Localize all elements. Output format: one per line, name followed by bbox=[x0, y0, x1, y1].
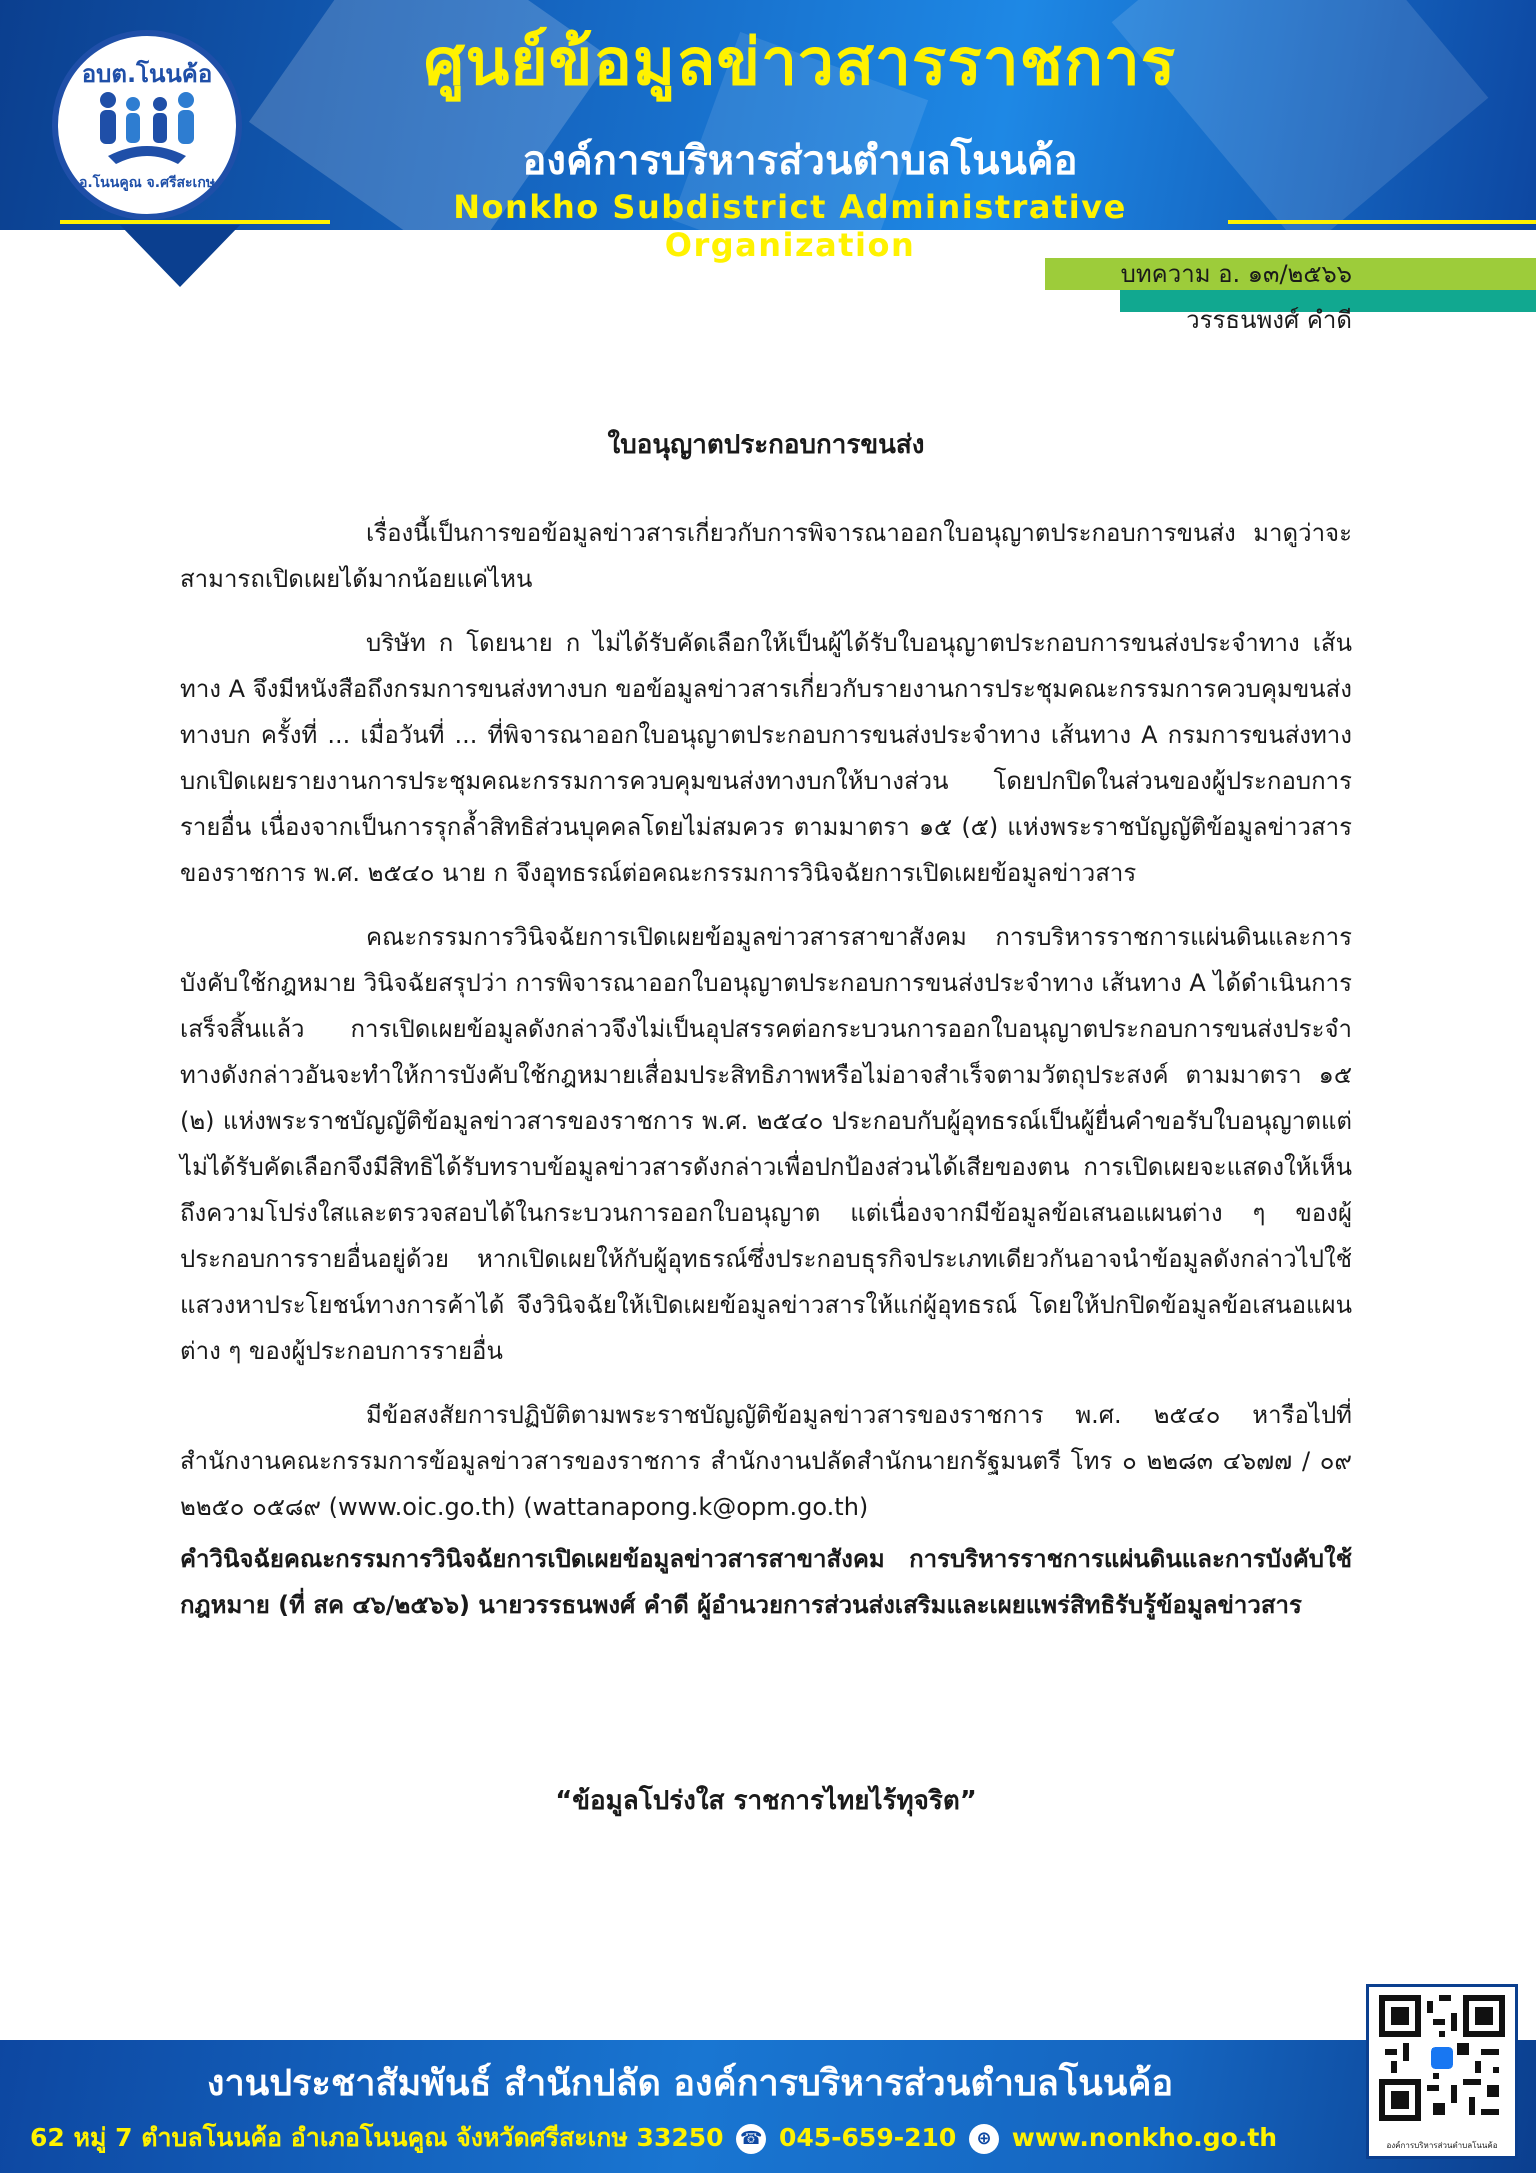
logo-people-icon bbox=[88, 88, 206, 168]
paragraph-decision: คณะกรรมการวินิจฉัยการเปิดเผยข้อมูลข่าวสารสาขาสังคม การบริหารราชการแผ่นดินและการบังคับใช้กฎหมาย วินิจฉัยสรุปว่า การพิจารณาออกใบอนุญาตประกอบการขนส่งประจำทาง เส้นทาง A ได้ดำเนินการเสร็จสิ้นแล้ว การเปิดเผยข้อมูลดังกล่าวจึงไม่เป็นอุปสรรคต่อกระบวนการออกใบอนุญาตประกอบการขนส่งประจำทางดังกล่าวอันจะทำให้การบังคับใช้กฎหมายเสื่อมประสิทธิภาพหรือไม่อาจสำเร็จตามวัตถุประสงค์ ตามมาตรา ๑๕ (๒) แห่งพระราชบัญญัติข้อมูลข่าวสารของราชการ พ.ศ. ๒๕๔๐ ประกอบกับผู้อุทธรณ์เป็นผู้ยื่นคำขอรับใบอนุญาตแต่ไม่ได้รับคัดเลือกจึงมีสิทธิได้รับทราบข้อมูลข่าวสารดังกล่าวเพื่อปกป้องส่วนได้เสียของตน การเปิดเผยจะแสดงให้เห็นถึงความโปร่งใสและตรวจสอบได้ในกระบวนการออกใบอนุญาต แต่เนื่องจากมีข้อมูลข้อเสนอแผนต่าง ๆ ของผู้ประกอบการรายอื่นอยู่ด้วย หากเปิดเผยให้กับผู้อุทธรณ์ซึ่งประกอบธุรกิจประเภทเดียวกันอาจนำข้อมูลดังกล่าวไปใช้แสวงหาประโยชน์ทางการค้าได้ จึงวินิจฉัยให้เปิดเผยข้อมูลข่าวสารให้แก่ผู้อุทธรณ์ โดยให้ปกปิดข้อมูลข้อเสนอแผนต่าง ๆ ของผู้ประกอบการรายอื่น bbox=[180, 923, 1353, 1365]
paragraph-contact: มีข้อสงสัยการปฏิบัติตามพระราชบัญญัติข้อมูลข่าวสารของราชการ พ.ศ. ๒๕๔๐ หารือไปที่สำนักงานคณะกรรมการข้อมูลข่าวสารของราชการ สำนักงานปลัดสำนักนายกรัฐมนตรี โทร ๐ ๒๒๘๓ ๔๖๗๗ / ๐๙ ๒๒๕๐ ๐๕๘๙ (www.oic.go.th) (wattanapong.k@opm.go.th) bbox=[180, 1401, 1352, 1521]
qr-code[interactable] bbox=[1366, 1984, 1518, 2159]
phone-icon: ☎ bbox=[736, 2124, 766, 2154]
logo-top-text: อบต.โนนค้อ bbox=[81, 60, 213, 88]
header-title: ศูนย์ข้อมูลข่าวสารราชการ bbox=[423, 26, 1177, 100]
logo-bottom-text: อ.โนนคูณ จ.ศรีสะเกษ bbox=[78, 175, 216, 191]
header-title-english: Nonkho Subdistrict Administrative Organization bbox=[453, 188, 1127, 264]
organization-logo bbox=[52, 30, 242, 220]
header-subtitle: องค์การบริหารส่วนตำบลโนนค้อ bbox=[522, 138, 1078, 184]
qr-label: องค์การบริหารส่วนตำบลโนนค้อ bbox=[1386, 2141, 1498, 2150]
footer-banner bbox=[0, 2040, 1536, 2173]
header-rule-right bbox=[1228, 220, 1536, 224]
footer-address: 62 หมู่ 7 ตำบลโนนค้อ อำเภอโนนคูณ จังหวัดศรีสะเกษ 33250 bbox=[30, 2123, 724, 2152]
header-point-decoration bbox=[120, 225, 240, 287]
header-rule-left bbox=[60, 220, 330, 224]
slogan: “ข้อมูลโปร่งใส ราชการไทยไร้ทุจริต” bbox=[555, 1786, 977, 1816]
paragraph-conclusion: คำวินิจฉัยคณะกรรมการวินิจฉัยการเปิดเผยข้อมูลข่าวสารสาขาสังคม การบริหารราชการแผ่นดินและการบังคับใช้กฎหมาย (ที่ สค ๔๖/๒๕๖๖) นายวรรธนพงศ์ คำดี ผู้อำนวยการส่วนส่งเสริมและเผยแพร่สิทธิรับรู้ข้อมูลข่าวสาร bbox=[180, 1545, 1352, 1619]
qr-code-pattern bbox=[1379, 1995, 1505, 2121]
document-title: ใบอนุญาตประกอบการขนส่ง bbox=[607, 430, 925, 460]
article-number: บทความ อ. ๑๓/๒๕๖๖ bbox=[1120, 260, 1352, 288]
paragraph-facts: บริษัท ก โดยนาย ก ไม่ได้รับคัดเลือกให้เป็นผู้ได้รับใบอนุญาตประกอบการขนส่งประจำทาง เส้นทาง A จึงมีหนังสือถึงกรมการขนส่งทางบก ขอข้อมูลข่าวสารเกี่ยวกับรายงานการประชุมคณะกรรมการควบคุมขนส่งทางบก ครั้งที่ ... เมื่อวันที่ ... ที่พิจารณาออกใบอนุญาตประกอบการขนส่งประจำทาง เส้นทาง A กรมการขนส่งทางบกเปิดเผยรายงานการประชุมคณะกรรมการควบคุมขนส่งทางบกให้บางส่วน โดยปกปิดในส่วนของผู้ประกอบการรายอื่น เนื่องจากเป็นการรุกล้ำสิทธิส่วนบุคคลโดยไม่สมควร ตามมาตรา ๑๕ (๕) แห่งพระราชบัญญัติข้อมูลข่าวสารของราชการ พ.ศ. ๒๕๔๐ นาย ก จึงอุทธรณ์ต่อคณะกรรมการวินิจฉัยการเปิดเผยข้อมูลข่าวสาร bbox=[180, 629, 1352, 887]
paragraph-intro: เรื่องนี้เป็นการขอข้อมูลข่าวสารเกี่ยวกับการพิจารณาออกใบอนุญาตประกอบการขนส่ง มาดูว่าจะสามารถเปิดเผยได้มากน้อยแค่ไหน bbox=[180, 519, 1352, 593]
footer-contact-line bbox=[30, 2118, 1350, 2158]
article-author: วรรธนพงศ์ คำดี bbox=[1186, 306, 1352, 334]
footer-website[interactable]: www.nonkho.go.th bbox=[1011, 2123, 1278, 2152]
footer-department: งานประชาสัมพันธ์ สำนักปลัด องค์การบริหารส่วนตำบลโนนค้อ bbox=[206, 2063, 1174, 2104]
globe-icon: ⊕ bbox=[969, 2124, 999, 2154]
footer-phone: 045-659-210 bbox=[778, 2123, 957, 2152]
document-body bbox=[180, 510, 1352, 1646]
